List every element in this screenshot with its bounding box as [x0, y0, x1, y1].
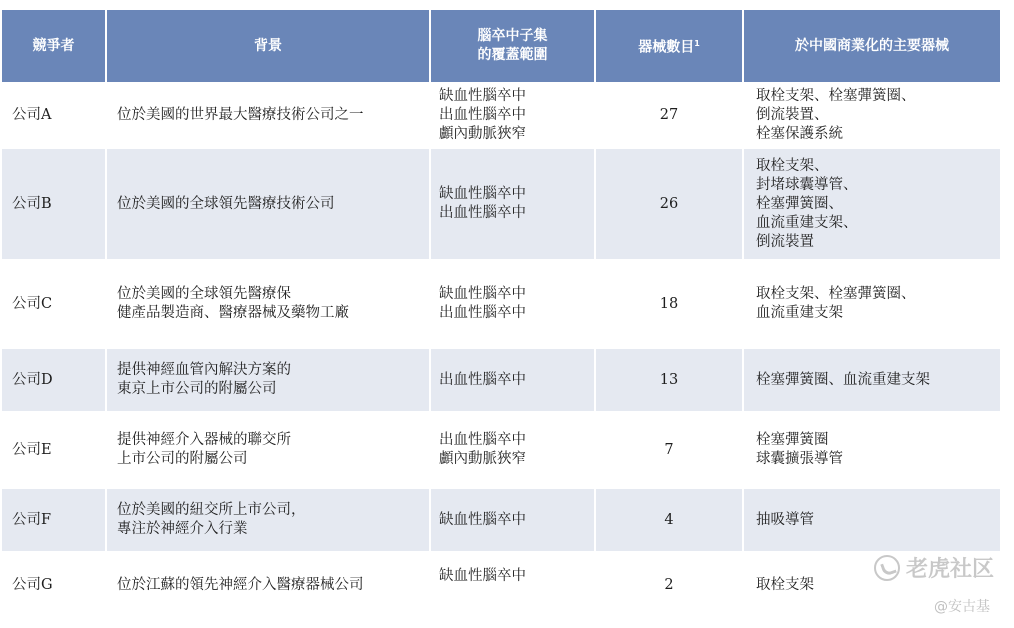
devices-cell [744, 149, 1000, 259]
company-name: 公司D [12, 371, 53, 388]
count-cell [596, 349, 742, 411]
company-cell [2, 553, 105, 617]
background-line: 位於美國的紐交所上市公司， [117, 502, 306, 518]
company-name: 公司F [12, 511, 52, 528]
background-line: 位於美國的全球領先醫療技術公司 [117, 195, 335, 212]
count-cell [596, 489, 742, 551]
company-cell [2, 349, 105, 411]
background-cell [107, 261, 429, 347]
device-line: 抽吸導管 [756, 511, 814, 528]
header-background [107, 10, 429, 82]
watermark [874, 552, 994, 583]
company-cell [2, 261, 105, 347]
header-devices-label: 於中國商業化的主要器械 [795, 37, 949, 54]
devices-cell [744, 413, 1000, 487]
device-line: 栓塞保護系統 [756, 126, 843, 142]
subset-cell [431, 553, 594, 617]
device-count: 27 [659, 107, 679, 123]
background-line: 位於江蘇的領先神經介入醫療器械公司 [117, 576, 364, 593]
device-line: 封堵球囊導管、 [756, 176, 858, 193]
header-count-text: 器械數目 [638, 39, 695, 56]
device-line: 取栓支架、 [756, 157, 829, 174]
header-count [596, 10, 742, 82]
count-cell [596, 149, 742, 259]
background-line: 專注於神經介入行業 [117, 521, 248, 537]
background-line: 東京上市公司的附屬公司 [117, 381, 277, 397]
device-line: 球囊擴張導管 [756, 451, 843, 467]
subset-line: 缺血性腦卒中 [439, 186, 526, 202]
device-line: 栓塞彈簧圈 [756, 432, 829, 448]
device-line: 倒流裝置 [756, 233, 814, 250]
count-cell [596, 261, 742, 347]
subset-line: 出血性腦卒中 [439, 371, 526, 388]
device-line: 血流重建支架 [756, 305, 843, 321]
subset-line: 出血性腦卒中 [439, 107, 526, 123]
header-count-label [638, 34, 700, 58]
device-line: 取栓支架、栓塞彈簧圈、 [756, 286, 916, 302]
device-line: 栓塞彈簧圈、 [756, 195, 843, 212]
company-name: 公司B [12, 195, 52, 212]
background-line: 健產品製造商、醫療器械及藥物工廠 [117, 305, 349, 321]
device-count: 18 [659, 295, 679, 312]
count-cell [596, 553, 742, 617]
subset-cell [431, 149, 594, 259]
subset-cell [431, 84, 594, 147]
header-competitor [2, 10, 105, 82]
footnote-marker: 1 [694, 39, 700, 49]
device-line: 栓塞彈簧圈、血流重建支架 [756, 371, 930, 388]
devices-cell [744, 489, 1000, 551]
header-background-label: 背景 [254, 37, 282, 54]
subset-line: 顱內動脈狹窄 [439, 451, 526, 467]
company-name: 公司G [12, 576, 53, 593]
background-cell [107, 489, 429, 551]
subset-line: 缺血性腦卒中 [439, 88, 526, 104]
header-subset-line: 腦卒中子集 [477, 28, 548, 44]
background-cell [107, 553, 429, 617]
competitor-table [2, 10, 996, 617]
subset-line: 顱內動脈狹窄 [439, 126, 526, 142]
subset-line: 出血性腦卒中 [439, 205, 526, 221]
header-competitor-label: 競爭者 [32, 37, 75, 54]
devices-cell [744, 349, 1000, 411]
subset-line: 出血性腦卒中 [439, 432, 526, 448]
background-line: 位於美國的世界最大醫療技術公司之一 [117, 107, 364, 123]
watermark-author: @安古基 [934, 599, 990, 615]
company-cell [2, 489, 105, 551]
subset-line: 出血性腦卒中 [439, 305, 526, 321]
background-line: 提供神經介入器械的聯交所 [117, 432, 291, 448]
header-subset-line: 的覆蓋範圍 [477, 47, 548, 63]
background-line: 上市公司的附屬公司 [117, 451, 248, 467]
header-subset [431, 10, 594, 82]
company-cell [2, 84, 105, 147]
background-cell [107, 149, 429, 259]
subset-cell [431, 349, 594, 411]
devices-cell [744, 84, 1000, 147]
background-line: 位於美國的全球領先醫療保 [117, 286, 291, 302]
devices-cell [744, 261, 1000, 347]
device-count: 2 [664, 576, 674, 593]
device-count: 26 [659, 195, 679, 212]
company-name: 公司E [12, 441, 52, 458]
company-name: 公司A [12, 107, 52, 123]
device-line: 取栓支架 [756, 576, 814, 593]
device-line: 倒流裝置、 [756, 107, 829, 123]
background-cell [107, 84, 429, 147]
subset-cell [431, 261, 594, 347]
tiger-community-logo-icon [874, 555, 900, 581]
company-cell [2, 413, 105, 487]
count-cell [596, 84, 742, 147]
subset-cell [431, 413, 594, 487]
background-line: 提供神經血管內解決方案的 [117, 362, 291, 378]
subset-line: 缺血性腦卒中 [439, 511, 526, 528]
watermark-site-name: 老虎社区 [905, 557, 994, 582]
background-cell [107, 349, 429, 411]
device-count: 13 [659, 371, 679, 388]
device-count: 7 [664, 441, 674, 458]
subset-line: 缺血性腦卒中 [439, 568, 526, 584]
company-name: 公司C [12, 295, 53, 312]
subset-line: 缺血性腦卒中 [439, 286, 526, 302]
background-cell [107, 413, 429, 487]
count-cell [596, 413, 742, 487]
subset-cell [431, 489, 594, 551]
device-line: 血流重建支架、 [756, 214, 858, 231]
header-devices [744, 10, 1000, 82]
device-line: 取栓支架、栓塞彈簧圈、 [756, 88, 916, 104]
device-count: 4 [664, 511, 674, 528]
company-cell [2, 149, 105, 259]
